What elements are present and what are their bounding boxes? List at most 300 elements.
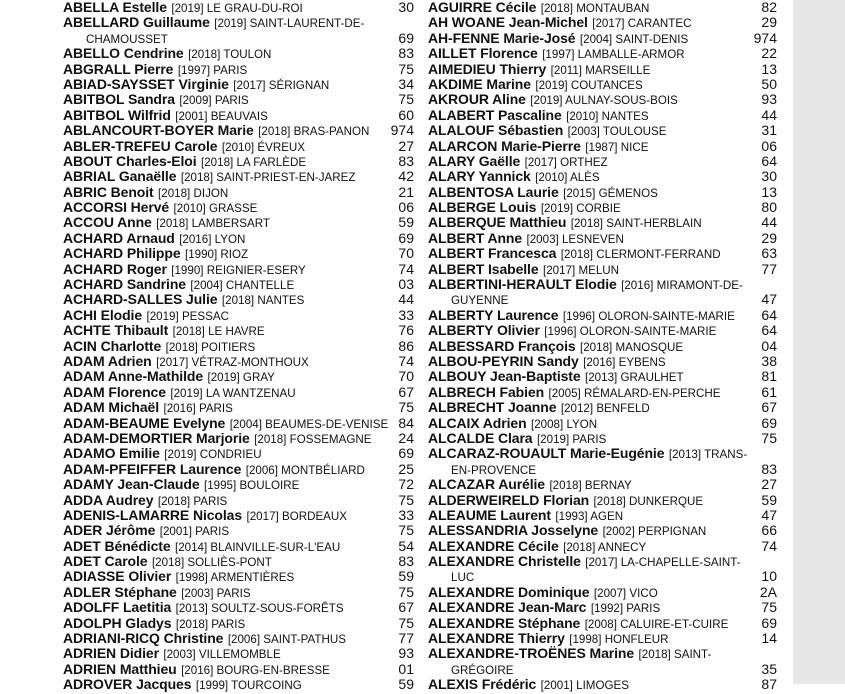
entry-details: [2019] COUTANCES [535,78,643,92]
entry-details: [1996] OLORON-SAINTE-MARIE [562,309,735,323]
directory-entry [63,339,414,354]
entry-details: [1995] BOULOIRE [203,479,300,493]
entry-department-number: 13 [761,60,777,77]
directory-entry [428,508,777,523]
entry-name: ALABERT Pascaline [428,106,562,123]
entry-details: [2018] SAINT- [638,648,712,662]
directory-entry [428,431,777,446]
entry-details: [1987] NICE [585,140,649,154]
entry-details: [2018] POITIERS [165,340,256,354]
entry-details: [2018] NANTES [221,294,305,308]
directory-entry [428,416,777,431]
entry-department-number: 38 [761,352,777,369]
entry-details: [2010] ÉVREUX [221,140,306,154]
entry-name: ALARCON Marie-Pierre [428,137,581,154]
entry-department-number: 63 [761,245,777,262]
entry-details: [2013] GRAULHET [585,371,684,385]
entry-department-number: 75 [398,60,414,77]
entry-line [428,523,777,538]
entry-name: ADAM-BEAUME Evelyne [63,414,226,431]
entry-name: ALALOUF Sébastien [428,122,564,139]
entry-line [63,292,414,307]
entry-details: [2017] BORDEAUX [246,509,348,523]
entry-department-number: 75 [398,399,414,416]
entry-department-number: 60 [398,106,414,123]
side-strip [793,0,845,684]
entry-line [428,15,777,30]
entry-continuation: EN-PROVENCE [451,463,537,477]
directory-entry [63,123,414,138]
entry-name: ALBERGE Louis [428,199,537,216]
entry-name: ADAM Florence [63,383,166,400]
entry-name: ALBOUY Jean-Baptiste [428,368,581,385]
directory-entry [63,308,414,323]
entry-department-number: 75 [398,522,414,539]
entry-continuation: GRÉGOIRE [451,663,514,677]
directory-entry [63,477,414,492]
entry-name: ALEXANDRE Stéphane [428,614,581,631]
directory-entry [428,185,777,200]
entry-name: ABELLO Cendrine [63,45,184,62]
directory-entry [428,600,777,615]
entry-continuation-line [428,292,777,307]
entry-department-number: 69 [761,414,777,431]
entry-line [63,616,414,631]
entry-line [63,46,414,61]
directory-entry [63,323,414,338]
entry-line [63,508,414,523]
entry-details: [2018] TOULON [188,48,272,62]
entry-name: ALBERT Anne [428,229,523,246]
entry-name: ALESSANDRIA Josselyne [428,522,599,539]
entry-department-number: 47 [761,291,777,308]
entry-line [428,646,777,661]
entry-line [63,185,414,200]
entry-line [428,108,777,123]
entry-details: [2007] VICO [593,586,658,600]
entry-details: [2018] LAMBERSART [156,217,270,231]
entry-department-number: 61 [761,383,777,400]
directory-entry [63,262,414,277]
entry-name: ALBRECHT Joanne [428,399,557,416]
entry-line [428,600,777,615]
directory-entry [63,369,414,384]
directory-entry [63,292,414,307]
entry-line [428,385,777,400]
entry-department-number: 974 [390,122,414,139]
directory-entry [428,62,777,77]
entry-department-number: 69 [398,445,414,462]
directory-entry [428,523,777,538]
entry-name: ADIASSE Olivier [63,568,172,585]
entry-name: ADENIS-LAMARRE Nicolas [63,506,243,523]
entry-name: ALBENTOSA Laurie [428,183,559,200]
directory-entry [428,169,777,184]
entry-department-number: 59 [398,676,414,693]
directory-entry [63,277,414,292]
entry-name: ALCARAZ-ROUAULT Marie-Eugénie [428,445,665,462]
entry-details: [2014] BLAINVILLE-SUR-L'EAU [174,540,341,554]
directory-entry [428,493,777,508]
entry-line [63,585,414,600]
entry-details: [2019] CONDRIEU [164,448,262,462]
entry-line [428,231,777,246]
directory-entry [63,139,414,154]
directory-entry [63,431,414,446]
entry-line [428,77,777,92]
entry-name: ALBERT Francesca [428,245,557,262]
directory-entry [428,0,777,15]
entry-name: ABIAD-SAYSSET Virginie [63,75,229,92]
entry-name: AIMEDIEU Thierry [428,60,547,77]
directory-entry [63,62,414,77]
entry-line [63,354,414,369]
entry-details: [2019] LA WANTZENAU [170,386,296,400]
directory-entry [63,416,414,431]
entry-department-number: 974 [753,29,777,46]
entry-line [428,400,777,415]
directory-entry [428,277,777,308]
entry-name: ACHARD Sandrine [63,276,186,293]
entry-details: [2001] LIMOGES [540,679,629,693]
entry-department-number: 83 [761,460,777,477]
entry-name: ABITBOL Wilfrid [63,106,171,123]
entry-name: ADAM Adrien [63,352,152,369]
entry-line [63,215,414,230]
entry-line [63,15,414,30]
entry-details: [2018] MONTAUBAN [540,2,650,15]
entry-line [428,169,777,184]
entry-line [63,431,414,446]
entry-line [428,493,777,508]
entry-details: [2018] CLERMONT-FERRAND [560,248,721,262]
entry-details: [1990] RIOZ [184,248,249,262]
entry-name: ADOLPH Gladys [63,614,172,631]
entry-name: ADER Jérôme [63,522,156,539]
entry-line [428,200,777,215]
entry-line [428,508,777,523]
entry-name: ABLANCOURT-BOYER Marie [63,122,254,139]
entry-line [63,662,414,677]
entry-name: ABGRALL Pierre [63,60,174,77]
entry-details: [2018] MANOSQUE [580,340,684,354]
entry-name: ALEAUME Laurent [428,506,551,523]
directory-entry [428,246,777,261]
entry-name: ACHARD Philippe [63,245,181,262]
entry-line [428,62,777,77]
entry-line [63,108,414,123]
directory-entry [428,446,777,477]
entry-department-number: 59 [398,214,414,231]
entry-name: ACHARD Arnaud [63,229,175,246]
entry-line [63,569,414,584]
entry-department-number: 72 [398,476,414,493]
entry-department-number: 67 [398,383,414,400]
entry-details: [2006] MONTBÉLIARD [245,463,365,477]
entry-name: ALBERTY Laurence [428,306,559,323]
entry-department-number: 75 [761,429,777,446]
entry-line [63,123,414,138]
entry-name: ALBERTINI-HERAULT Elodie [428,276,617,293]
entry-name: ADRIEN Didier [63,645,159,662]
entry-details: [2004] BEAUMES-DE-VENISE [229,417,389,431]
entry-details: [2003] VILLEMOMBLE [163,648,281,662]
entry-name: ADLER Stéphane [63,583,177,600]
entry-line [428,339,777,354]
directory-entry [63,46,414,61]
entry-details: [1990] REIGNIER-ESERY [171,263,306,277]
entry-name: ALEXANDRE Christelle [428,553,581,570]
entry-details: [2012] BENFELD [560,402,650,416]
entry-department-number: 27 [761,476,777,493]
entry-line [428,215,777,230]
entry-line [428,123,777,138]
entry-department-number: 84 [398,414,414,431]
left-column [63,0,414,693]
entry-details: [2003] LESNEVEN [526,232,624,246]
directory-entry [63,646,414,661]
entry-name: ADAM Michaël [63,399,160,416]
entry-department-number: 14 [761,630,777,647]
directory-entry [428,108,777,123]
entry-details: [2003] TOULOUSE [567,125,667,139]
entry-department-number: 67 [761,399,777,416]
directory-entry [428,15,777,30]
entry-department-number: 74 [398,260,414,277]
directory-entry [428,477,777,492]
entry-line [428,46,777,61]
entry-line [428,354,777,369]
right-column [428,0,777,693]
entry-department-number: 75 [398,91,414,108]
entry-details: [2018] LE HAVRE [172,325,265,339]
directory-entry [63,585,414,600]
entry-details: [2015] GÉMENOS [563,186,658,200]
entry-department-number: 74 [398,352,414,369]
entry-line [63,62,414,77]
directory-entry [63,354,414,369]
entry-department-number: 81 [761,368,777,385]
entry-department-number: 74 [761,537,777,554]
entry-department-number: 70 [398,368,414,385]
directory-entry [63,385,414,400]
entry-continuation-line [63,31,414,46]
directory-entry [428,646,777,677]
entry-name: ADET Bénédicte [63,537,171,554]
directory-entry [428,123,777,138]
entry-details: [2019] SAINT-LAURENT-DE- [214,17,365,31]
entry-line [63,0,414,15]
entry-details: [2018] ANNECY [563,540,647,554]
entry-name: ADAM Anne-Mathilde [63,368,204,385]
entry-name: ADDA Audrey [63,491,154,508]
entry-details: [2018] PARIS [157,494,228,508]
entry-details: [1997] LAMBALLE-ARMOR [542,48,685,62]
entry-line [63,262,414,277]
entry-department-number: 83 [398,45,414,62]
entry-name: ADOLFF Laetitia [63,599,172,616]
entry-continuation: CHAMOUSSET [86,32,168,46]
entry-department-number: 33 [398,506,414,523]
entry-details: [2006] SAINT-PATHUS [227,633,346,647]
directory-entry [428,154,777,169]
entry-name: ADRIEN Matthieu [63,660,177,677]
entry-department-number: 04 [761,337,777,354]
entry-details: [2016] EYBENS [583,355,666,369]
entry-name: ADET Carole [63,553,148,570]
entry-line [63,416,414,431]
entry-line [63,92,414,107]
directory-entry [63,185,414,200]
entry-name: AILLET Florence [428,45,538,62]
entry-department-number: 25 [398,460,414,477]
directory-entry [428,92,777,107]
entry-details: [2016] LYON [179,232,246,246]
entry-line [63,539,414,554]
entry-department-number: 76 [398,322,414,339]
entry-name: ACHARD-SALLES Julie [63,291,218,308]
entry-details: [2016] BOURG-EN-BRESSE [181,663,330,677]
entry-details: [1998] HONFLEUR [569,633,669,647]
entry-name: AKDIME Marine [428,75,531,92]
entry-line [428,0,777,15]
entry-department-number: 69 [398,229,414,246]
entry-details: [2003] PARIS [181,586,251,600]
entry-department-number: 75 [398,614,414,631]
entry-name: ADRIANI-RICQ Christine [63,630,224,647]
entry-line [428,616,777,631]
entry-department-number: 13 [761,183,777,200]
entry-department-number: 01 [398,660,414,677]
entry-details: [2013] SOULTZ-SOUS-FORÊTS [175,602,344,616]
entry-department-number: 22 [761,45,777,62]
entry-department-number: 34 [398,75,414,92]
entry-department-number: 44 [761,106,777,123]
directory-entry [63,462,414,477]
entry-line [428,677,777,692]
entry-line [428,631,777,646]
directory-entry [63,77,414,92]
entry-details: [2018] SAINT-PRIEST-EN-JAREZ [180,171,356,185]
entry-department-number: 87 [761,676,777,693]
entry-details: [2018] LA FARLÈDE [201,155,307,169]
entry-continuation: LUC [451,571,475,585]
entry-name: ABRIC Benoit [63,183,154,200]
entry-name: ADROVER Jacques [63,676,192,693]
entry-name: ACHI Elodie [63,306,143,323]
entry-line [63,246,414,261]
entry-details: [2018] DIJON [158,186,229,200]
entry-line [428,416,777,431]
entry-details: [2019] PESSAC [146,309,229,323]
entry-department-number: 24 [398,429,414,446]
entry-line [428,446,777,461]
entry-details: [1996] OLORON-SAINTE-MARIE [544,325,717,339]
entry-department-number: 64 [761,306,777,323]
entry-department-number: 47 [761,506,777,523]
entry-department-number: 44 [761,214,777,231]
entry-name: ALCAZAR Aurélie [428,476,545,493]
entry-name: ALBESSARD François [428,337,576,354]
entry-line [63,369,414,384]
directory-entry [428,385,777,400]
directory-entry [428,354,777,369]
entry-name: ABRIAL Ganaëlle [63,168,177,185]
entry-department-number: 29 [761,229,777,246]
entry-details: [2019] CORBIE [540,202,621,216]
directory-entry [428,231,777,246]
directory-entry [63,0,414,15]
entry-line [428,185,777,200]
entry-line [63,169,414,184]
directory-entry [63,446,414,461]
entry-department-number: 83 [398,152,414,169]
entry-details: [2018] DUNKERQUE [593,494,704,508]
entry-details: [2018] FOSSEMAGNE [254,432,372,446]
entry-department-number: 54 [398,537,414,554]
entry-department-number: 59 [761,491,777,508]
entry-department-number: 64 [761,152,777,169]
entry-line [428,92,777,107]
entry-line [63,154,414,169]
entry-line [63,446,414,461]
entry-department-number: 75 [398,583,414,600]
directory-entry [428,262,777,277]
entry-details: [1992] PARIS [590,602,661,616]
entry-details: [2010] ALÈS [535,171,600,185]
entry-name: ADAMY Jean-Claude [63,476,200,493]
directory-entry [428,554,777,585]
entry-department-number: 70 [398,245,414,262]
entry-name: ALCALDE Clara [428,429,533,446]
entry-department-number: 33 [398,306,414,323]
entry-line [428,585,777,600]
entry-name: ABELLA Estelle [63,0,167,15]
entry-line [63,231,414,246]
entry-name: AKROUR Aline [428,91,526,108]
entry-details: [2019] LE GRAU-DU-ROI [171,2,303,15]
entry-details: [2018] PARIS [175,617,246,631]
entry-department-number: 30 [761,168,777,185]
entry-department-number: 42 [398,168,414,185]
entry-name: AH WOANE Jean-Michel [428,14,588,31]
entry-name: ALBERQUE Matthieu [428,214,567,231]
directory-entry [428,46,777,61]
entry-line [63,200,414,215]
entry-name: ADAM-DEMORTIER Marjorie [63,429,250,446]
entry-name: ALCAIX Adrien [428,414,527,431]
entry-line [428,369,777,384]
entry-name: ACCOU Anne [63,214,152,231]
entry-line [428,139,777,154]
entry-line [428,539,777,554]
entry-name: ALARY Gaëlle [428,152,521,169]
entry-department-number: 35 [761,660,777,677]
entry-details: [2018] BERNAY [549,479,632,493]
directory-entry [63,231,414,246]
directory-entry [63,569,414,584]
entry-department-number: 69 [761,614,777,631]
entry-line [428,323,777,338]
entry-details: [2017] LA-CHAPELLE-SAINT- [585,556,741,570]
entry-department-number: 93 [761,91,777,108]
entry-details: [2016] PARIS [163,402,233,416]
entry-name: ABELLARD Guillaume [63,14,210,31]
entry-details: [2008] LYON [530,417,598,431]
entry-department-number: 21 [398,183,414,200]
entry-name: ABITBOL Sandra [63,91,175,108]
entry-name: ALBERT Isabelle [428,260,539,277]
